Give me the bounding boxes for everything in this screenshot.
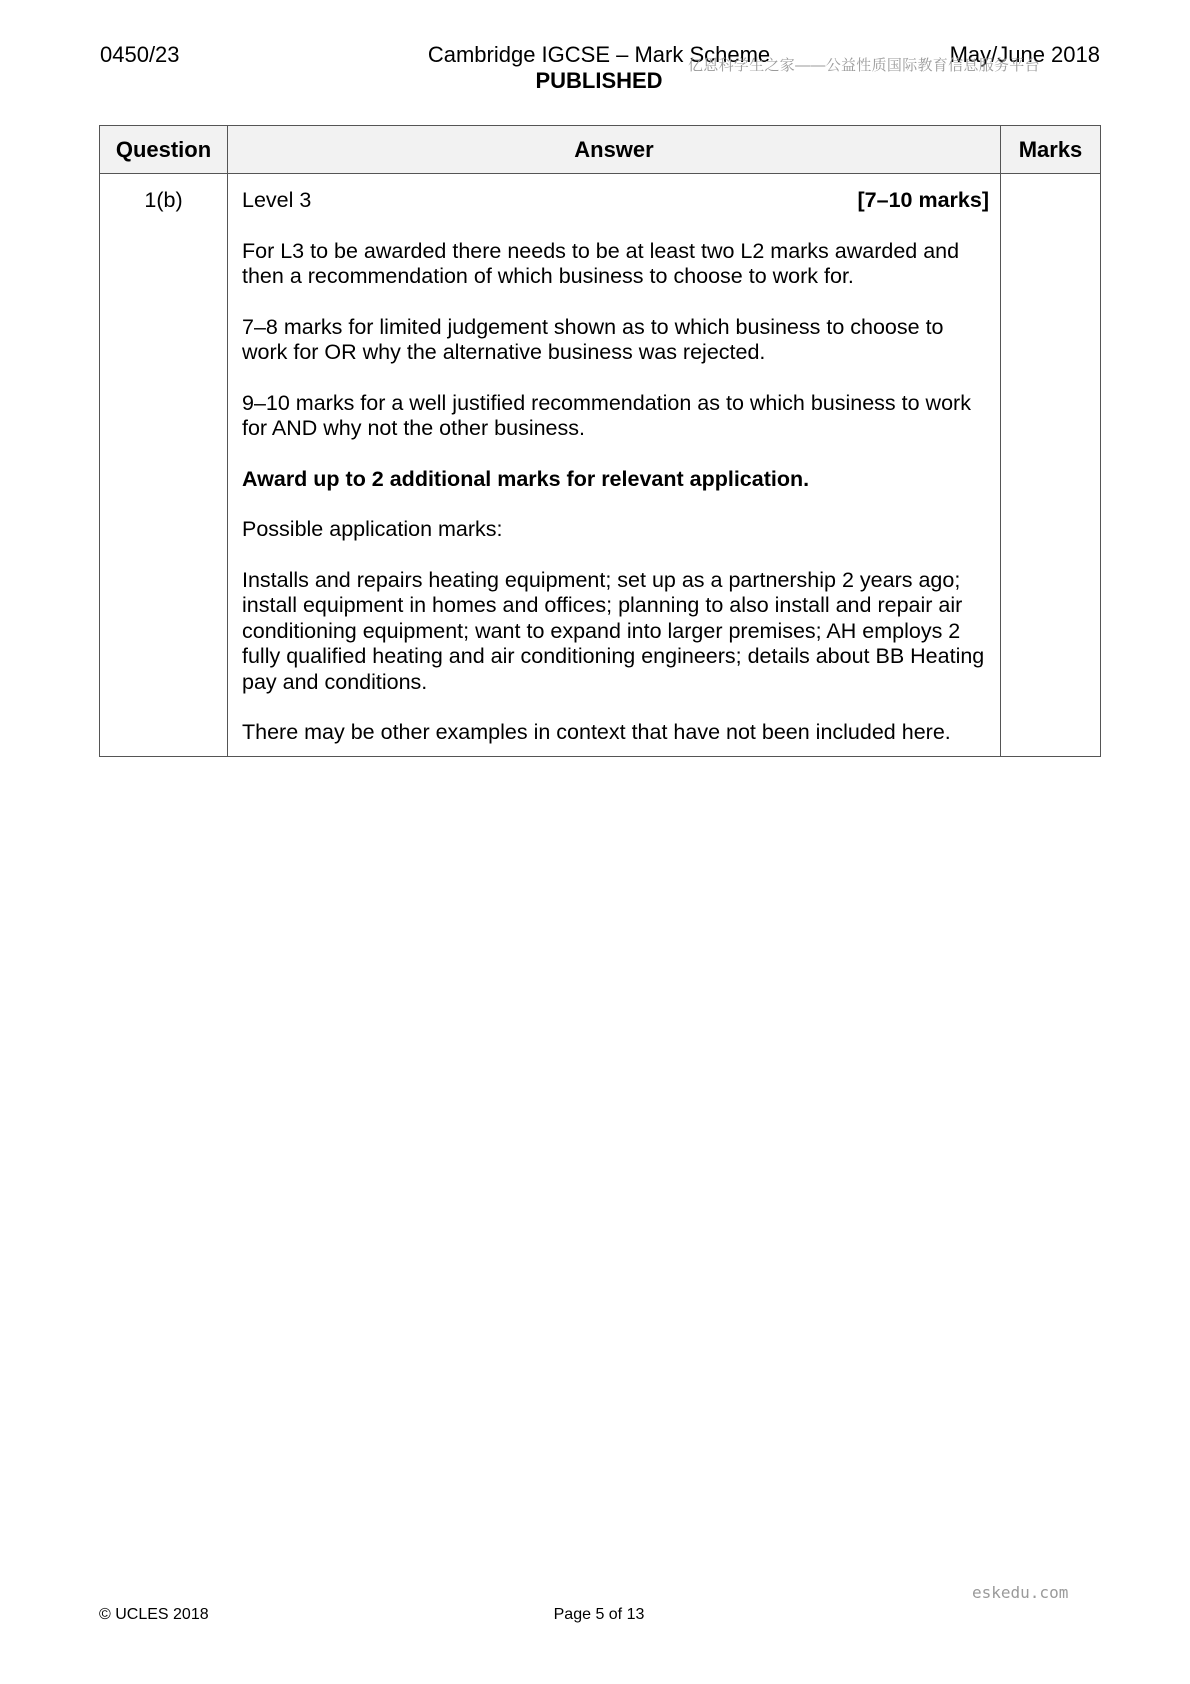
level-marks-range: [7–10 marks]: [857, 188, 989, 212]
question-number: 1(b): [100, 174, 228, 757]
answer-paragraph: There may be other examples in context that have not been included here.: [242, 720, 951, 744]
marks-cell: [1001, 174, 1101, 757]
question-column-header: Question: [100, 126, 228, 174]
answer-paragraph: For L3 to be awarded there needs to be at least two L2 marks awarded and then a recommendation of which business to choose to work for.: [242, 238, 960, 288]
table-row: [100, 174, 1101, 757]
mark-scheme-table: [99, 125, 1101, 757]
document-title: Cambridge IGCSE – Mark Scheme: [427, 42, 771, 67]
watermark-text: 亿恩科学生之家——公益性质国际教育信息服务平台: [688, 57, 1040, 74]
answer-paragraph: 7–8 marks for limited judgement shown as to which business to choose to work for OR why the alternative business was rejected.: [242, 314, 944, 364]
page-number: Page 5 of 13: [553, 1606, 645, 1623]
published-label: PUBLISHED: [535, 68, 663, 93]
answer-cell: [228, 174, 1001, 757]
answer-paragraph: 9–10 marks for a well justified recommendation as to which business to work for AND why not the other business.: [242, 390, 971, 440]
table-header-row: [100, 126, 1101, 174]
site-watermark: eskedu.com: [972, 1583, 1069, 1602]
answer-column-header: Answer: [228, 126, 1001, 174]
level-label: Level 3: [242, 188, 312, 212]
answer-paragraph: Possible application marks:: [242, 517, 503, 541]
document-date: May/June 2018: [949, 42, 1100, 67]
additional-marks-note: Award up to 2 additional marks for relevant application.: [242, 466, 810, 491]
document-code: 0450/23: [100, 42, 180, 67]
marks-column-header: Marks: [1001, 126, 1101, 174]
footer-copyright: © UCLES 2018: [99, 1606, 209, 1623]
level-heading: [242, 188, 989, 214]
answer-paragraph: Installs and repairs heating equipment; set up as a partnership 2 years ago; install equipment in homes and offices; planning to also install and repair air conditioning equipment; want to expand into larger premises; AH employs 2 fully qualified heating and air conditioning engineers; details about BB Heating pay and conditions.: [242, 567, 985, 694]
